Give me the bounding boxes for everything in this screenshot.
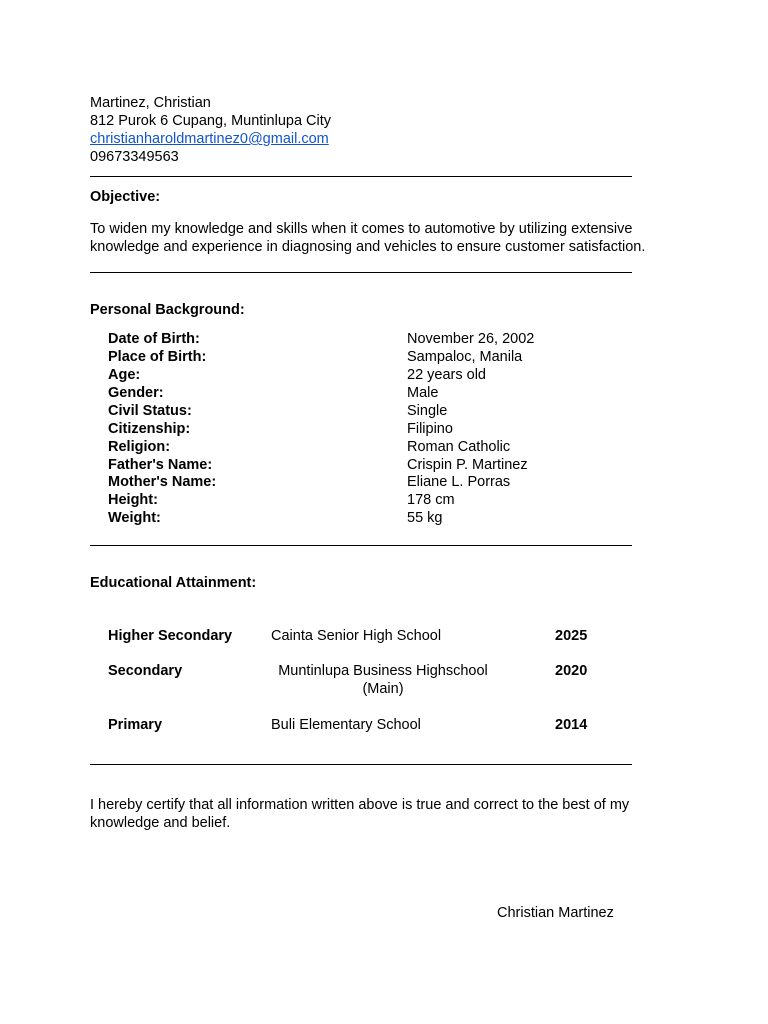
personal-background-title: Personal Background: [90,302,245,318]
info-value: Crispin P. Martinez [407,457,528,473]
info-value: 22 years old [407,367,486,383]
info-label: Citizenship: [108,421,191,437]
info-label: Religion: [108,439,171,455]
info-value: Sampaloc, Manila [407,349,523,365]
info-label: Mother's Name: [108,474,217,490]
contact-block [90,94,331,166]
divider [90,176,632,177]
applicant-address: 812 Purok 6 Cupang, Muntinlupa City [90,113,332,129]
education-school: Cainta Senior High School [271,628,442,644]
education-school-name: Muntinlupa Business Highschool [278,663,488,679]
education-level: Higher Secondary [108,628,233,644]
info-value: Eliane L. Porras [407,474,511,490]
email-link[interactable]: christianharoldmartinez0@gmail.com [90,131,329,147]
info-value: 178 cm [407,492,455,508]
education-school: Buli Elementary School [271,717,421,733]
objective-text: To widen my knowledge and skills when it comes to automotive by utilizing extensive knowledge and experience in diagnosing and vehicles to ensure customer satisfaction. [90,221,646,255]
education-year: 2014 [555,717,588,733]
info-value: 55 kg [407,510,443,526]
info-label: Place of Birth: [108,349,207,365]
signature-name: Christian Martinez [497,905,614,921]
certification-text: I hereby certify that all information written above is true and correct to the best of my knowledge and belief. [90,797,630,831]
info-value: November 26, 2002 [407,331,535,347]
info-value: Roman Catholic [407,439,511,455]
info-label: Gender: [108,385,164,401]
education-school-sub: (Main) [362,681,404,697]
info-label: Height: [108,492,158,508]
divider [90,545,632,546]
info-value: Filipino [407,421,453,437]
info-label: Father's Name: [108,457,213,473]
info-value: Male [407,385,439,401]
education-year: 2025 [555,628,588,644]
info-label: Age: [108,367,141,383]
info-label: Civil Status: [108,403,192,419]
divider [90,272,632,273]
education-year: 2020 [555,663,588,679]
info-value: Single [407,403,448,419]
divider [90,764,632,765]
education-school [271,662,495,698]
applicant-name: Martinez, Christian [90,95,211,111]
info-label: Date of Birth: [108,331,200,347]
applicant-phone: 09673349563 [90,149,179,165]
info-label: Weight: [108,510,161,526]
education-level: Primary [108,717,163,733]
education-title: Educational Attainment: [90,575,257,591]
objective-title: Objective: [90,189,161,205]
education-level: Secondary [108,663,183,679]
